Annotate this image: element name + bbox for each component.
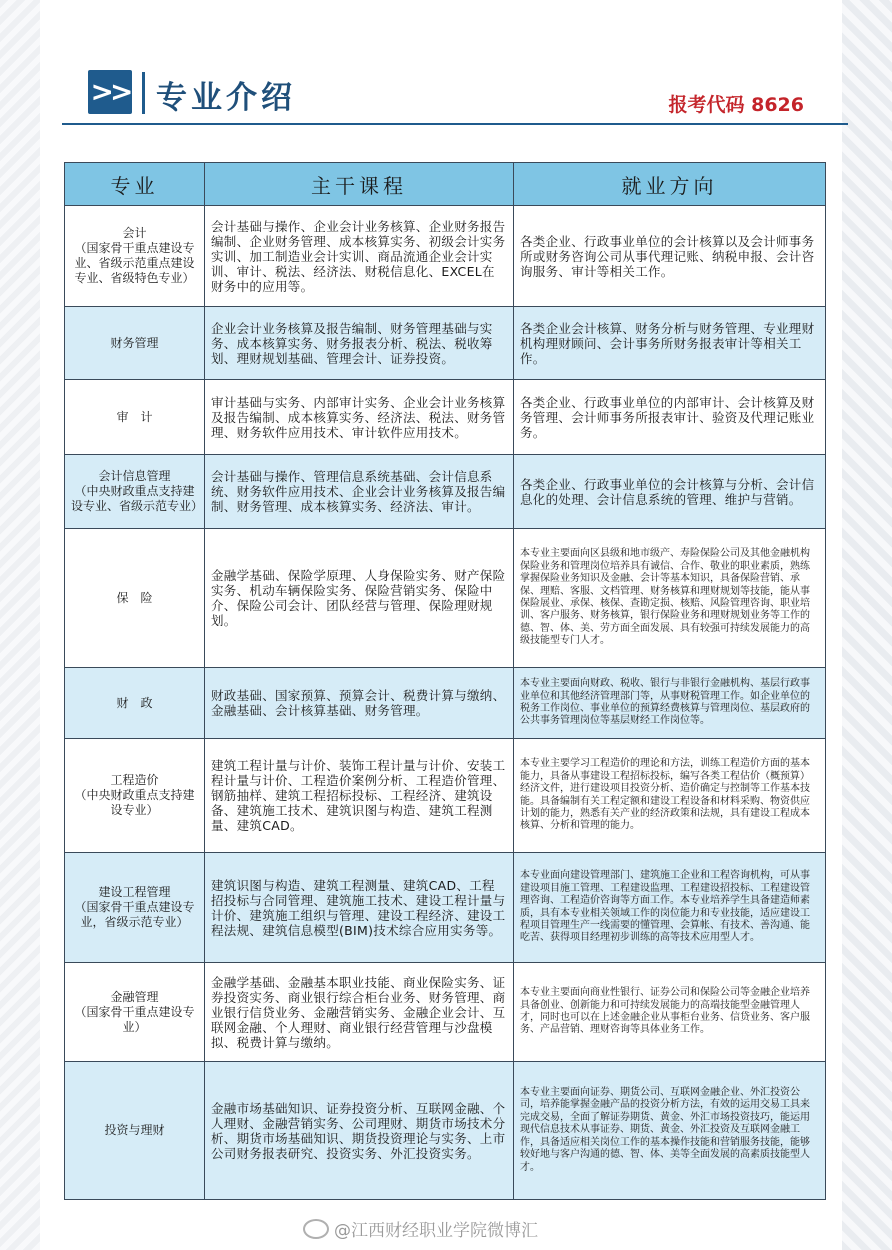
major-name: 建设工程管理 xyxy=(98,885,171,899)
major-cell xyxy=(65,739,205,853)
table-row xyxy=(65,668,826,739)
courses-cell: 金融学基础、金融基本职业技能、商业保险实务、证券投资实务、商业银行综合柜台业务、财务管理、商业银行信贷业务、金融营销实务、金融企业会计、互联网金融、个人理财、商业银行经营管理与沙盘模拟、税费计算与缴纳。 xyxy=(205,963,514,1062)
major-name: 投资与理财 xyxy=(104,1123,165,1137)
column-header-courses: 主干课程 xyxy=(205,163,514,206)
jobs-cell: 本专业面向建设管理部门、建筑施工企业和工程咨询机构，可从事建设项目施工管理、工程建设监理、工程建设招投标、工程建设管理咨询、工程造价咨询等方面工作。本专业培养学生具备建造师素质，具有本专业相关领域工作的岗位能力和专业技能，适应建设工程项目管理生产一线需要的懂管理、会算帐、有技术、善沟通、能吃苦、获得项目经理初步训练的高等技术应用型人才。 xyxy=(514,853,826,963)
page-header xyxy=(70,60,850,128)
table-row xyxy=(65,853,826,963)
major-cell xyxy=(65,963,205,1062)
table-row xyxy=(65,307,826,380)
jobs-cell: 各类企业、行政事业单位的内部审计、会计核算及财务管理、会计师事务所报表审计、验资及代理记账业务。 xyxy=(514,380,826,455)
table-row xyxy=(65,380,826,455)
watermark-text: @江西财经职业学院微博汇 xyxy=(334,1221,538,1241)
title-divider xyxy=(142,72,145,114)
jobs-cell: 本专业主要面向证券、期货公司、互联网金融企业、外汇投资公司，培养能掌握金融产品的投资分析方法，有效的运用交易工具来完成交易，全面了解证券期货、黄金、外汇市场投资技巧，能运用现代信息技术从事证券、期货、黄金、外汇投资及互联网金融工作，具备适应相关岗位工作的基本操作技能和营销服务技能，能够较好地与客户沟通的德、智、体、美等全面发展的高素质技能型人才。 xyxy=(514,1062,826,1200)
table-row xyxy=(65,1062,826,1200)
major-name: 审 计 xyxy=(116,409,153,424)
major-name: 会计信息管理 xyxy=(98,469,171,483)
major-note: （国家骨干重点建设专业，省级示范专业） xyxy=(74,900,195,929)
major-name: 会计 xyxy=(122,226,147,240)
jobs-cell: 各类企业会计核算、财务分析与财务管理、专业理财机构理财顾问、会计事务所财务报表审计等相关工作。 xyxy=(514,307,826,380)
page-title: 专业介绍 xyxy=(156,80,296,116)
header-underline xyxy=(62,123,848,125)
table-row xyxy=(65,455,826,529)
column-header-major: 专业 xyxy=(65,163,205,206)
jobs-cell: 本专业主要面向商业性银行、证券公司和保险公司等金融企业培养具备创业、创新能力和可持续发展能力的高端技能型金融管理人才，同时也可以在上述金融企业从事柜台业务、信贷业务、客户服务、产品营销、理财咨询等具体业务工作。 xyxy=(514,963,826,1062)
jobs-cell: 本专业主要面向财政、税收、银行与非银行金融机构、基层行政事业单位和其他经济管理部门等，从事财税管理工作。如企业单位的税务工作岗位、事业单位的预算经费核算与管理岗位、基层政府的公共事务管理岗位等基层财经工作岗位等。 xyxy=(514,668,826,739)
major-name: 保 险 xyxy=(116,590,153,605)
table-row xyxy=(65,739,826,853)
major-name: 金融管理 xyxy=(110,989,159,1004)
major-note: （国家骨干重点建设专业、省级示范重点建设专业、省级特色专业） xyxy=(74,241,195,285)
major-cell xyxy=(65,1062,205,1200)
table-row xyxy=(65,206,826,307)
table-row xyxy=(65,529,826,668)
courses-cell: 会计基础与操作、企业会计业务核算、企业财务报告编制、企业财务管理、成本核算实务、初级会计实务实训、加工制造业会计实训、商品流通企业会计实训、审计、税法、经济法、财税信息化、EXCEL在财务中的应用等。 xyxy=(205,206,514,307)
courses-cell: 财政基础、国家预算、预算会计、税费计算与缴纳、金融基础、会计核算基础、财务管理。 xyxy=(205,668,514,739)
major-cell xyxy=(65,668,205,739)
major-cell xyxy=(65,529,205,668)
major-cell xyxy=(65,206,205,307)
column-header-jobs: 就业方向 xyxy=(514,163,826,206)
major-cell xyxy=(65,307,205,380)
jobs-cell: 各类企业、行政事业单位的会计核算与分析、会计信息化的处理、会计信息系统的管理、维护与营销。 xyxy=(514,455,826,529)
table-header-row xyxy=(65,163,826,206)
major-cell xyxy=(65,853,205,963)
weibo-watermark xyxy=(303,1216,538,1241)
major-note: （国家骨干重点建设专业） xyxy=(74,1004,195,1034)
courses-cell: 企业会计业务核算及报告编制、财务管理基础与实务、成本核算实务、财务报表分析、税法、税收筹划、理财规划基础、管理会计、证券投资。 xyxy=(205,307,514,380)
major-note: （中央财政重点支持建设专业） xyxy=(74,788,195,817)
major-note: （中央财政重点支持建设专业、省级示范专业） xyxy=(71,484,204,513)
courses-cell: 建筑识图与构造、建筑工程测量、建筑CAD、工程招投标与合同管理、建筑施工技术、建设工程计量与计价、建筑施工组织与管理、建设工程经济、建设工程法规、建筑信息模型(BIM)技术综合应用实务等。 xyxy=(205,853,514,963)
jobs-cell: 本专业主要面向区县级和地市级产、寿险保险公司及其他金融机构保险业务和管理岗位培养具有诚信、合作、敬业的职业素质，熟练掌握保险业务知识及金融、会计等基本知识，具备保险营销、承保、理赔、客服、文档管理、财务核算和理财规划等技能，能从事保险展业、承保、核保、查勘定损、核赔、风险管理咨询、职业培训、客户服务、财务核算，银行保险业务和理财规划业务等工作的德、智、体、美、劳方面全面发展、具有较强可持续发展能力的高级技能型专门人才。 xyxy=(514,529,826,668)
table-row xyxy=(65,963,826,1062)
courses-cell: 金融市场基础知识、证券投资分析、互联网金融、个人理财、金融营销实务、公司理财、期货市场技术分析、期货市场基础知识、期货投资理论与实务、上市公司财务报表研究、投资实务、外汇投资实务。 xyxy=(205,1062,514,1200)
major-name: 工程造价 xyxy=(110,773,159,787)
courses-cell: 审计基础与实务、内部审计实务、企业会计业务核算及报告编制、成本核算实务、经济法、税法、财务管理、财务软件应用技术、审计软件应用技术。 xyxy=(205,380,514,455)
courses-cell: 建筑工程计量与计价、装饰工程计量与计价、安装工程计量与计价、工程造价案例分析、工程造价管理、钢筋抽样、建筑工程招标投标、工程经济、建筑设备、建筑施工技术、建筑识图与构造、建筑工程测量、建筑CAD。 xyxy=(205,739,514,853)
jobs-cell: 本专业主要学习工程造价的理论和方法，训练工程造价方面的基本能力，具备从事建设工程招标投标，编写各类工程估价（概预算）经济文件，进行建设项目投资分析、造价确定与控制等工作基本技能。具备编制有关工程定额和建设工程设备和材料采购、物资供应计划的能力，熟悉有关产业的经济政策和法规，具有建设工程成本核算、分析和管理的能力。 xyxy=(514,739,826,853)
chevrons-right-icon: >> xyxy=(88,70,132,114)
major-cell xyxy=(65,455,205,529)
application-code: 报考代码 8626 xyxy=(668,94,804,116)
jobs-cell: 各类企业、行政事业单位的会计核算以及会计师事务所或财务咨询公司从事代理记账、纳税申报、会计咨询服务、审计等相关工作。 xyxy=(514,206,826,307)
courses-cell: 会计基础与操作、管理信息系统基础、会计信息系统、财务软件应用技术、企业会计业务核算及报告编制、财务管理、成本核算实务、经济法、审计。 xyxy=(205,455,514,529)
majors-table xyxy=(64,162,826,1200)
major-name: 财务管理 xyxy=(110,335,159,350)
weibo-icon xyxy=(303,1219,329,1239)
courses-cell: 金融学基础、保险学原理、人身保险实务、财产保险实务、机动车辆保险实务、保险营销实务、保险中介、保险公司会计、团队经营与管理、保险理财规划。 xyxy=(205,529,514,668)
major-cell xyxy=(65,380,205,455)
major-name: 财 政 xyxy=(116,695,153,710)
